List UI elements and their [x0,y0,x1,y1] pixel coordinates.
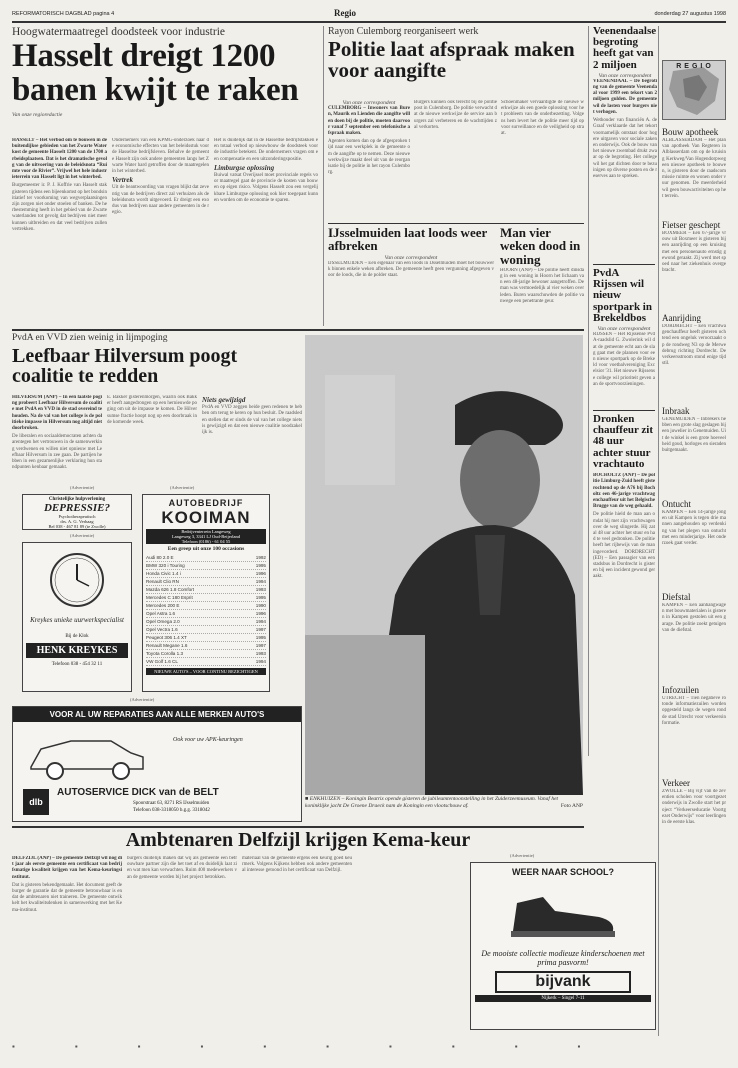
shoe-icon [503,883,623,943]
photo-credit: Foto ANP [560,803,583,809]
sidebar-item-3 [662,403,726,496]
culemborg-headline: Politie laat afspraak maken voor aangifte [328,37,575,83]
list-item: Toyota Corolla 1.3 1993 [146,651,266,656]
sidebar-item-2 [662,310,726,403]
sidebar-text: BOXMEER – Een 67-jarige vrouw uit Boxmeer is gisteren bij een aanrijding op een kruising met een personenauto ernstig gewond geraakt. Zij werd met spoed naar het ziekenhuis overgebracht. [662,231,726,274]
bottom-marks: ▪▪▪▪▪▪▪▪▪▪ [12,1042,641,1051]
leefbaar-sub: Niets gewijzigd [202,396,246,404]
dick-banner: VOOR AL UW REPARATIES AAN ALLE MERKEN AUTO'S [13,707,301,722]
kooiman-addr2: Langeweg 3, 3341 LJ Oud-Beijerland [146,534,266,539]
delfzijl-headline: Ambtenaren Delfzijl krijgen Kema-keur [125,829,471,851]
depressie-line-2: Bel 038 - 467 81 89 (te Zwolle) [48,524,106,529]
delfzijl-lead: DELFZIJL (ANP) – De gemeente Delfzijl wil nog dit jaar als eerste gemeente een certificaat van bedrijfsmatige kwaliteit krijgen van het Kema-keuringsinstituut. [12,856,122,880]
list-item: BMW 320 i Touring 1995 [146,563,266,568]
depressie-top: Christelijke hulpverlening [48,497,106,502]
regio-sidebar [662,124,726,864]
culemborg-body-2: Burgers kunnen ook terecht bij de politiepost in Culemborg. De politie verwacht dat de nieuwe werkwijze de service aan burgers zal verbeteren en de wachttijden zal verkorten. [414,100,497,130]
leefbaar-col-1 [12,395,102,485]
leefbaar-story [12,333,302,387]
divider [593,264,655,265]
culemborg-body-3: Schoenmaker vervaardigde de nieuwe werkwijze als een goede oplossing voor het probleem van de onderbezetting. Volgens hem levert het de politie meer tijd op voor surveillance en de veiligheid op straat. [501,100,584,137]
bijvank-top: WEER NAAR SCHOOL? [512,867,614,877]
culemborg-col-3 [501,100,584,220]
rijssen-headline: PvdA Rijssen wil nieuw sportpark in Brekeldbos [593,267,652,324]
photo-beatrix [305,335,583,795]
delfzijl-story [12,830,584,850]
culemborg-col-1 [328,100,410,220]
kooiman-addr: Bedrijventerrein Langeweg [146,529,266,534]
ad-kooiman [142,494,270,692]
leefbaar-headline: Leefbaar Hilversum poogt coalitie te redden [12,345,238,388]
regio-label: REGIO [676,63,714,70]
ad-label: (Advertentie) [170,485,195,490]
page-header [12,8,726,19]
leefbaar-body-2: E. Bakker gisterenmorgen, waarin ook Bakker heeft aangedrongen op een hernieuwde poging om uit de impasse te komen. De Hilversumse fractie hoopt nog op een doorbraak in de komende week. [107,395,197,425]
ijssel-text: IJSSELMUIDEN – Een eigenaar van een loods in IJsselmuiden moet het bouwwerk binnen enkele weken afbreken. De gemeente heeft geen vergunning afgegeven voor de loods, die in de polder staat. [328,260,494,278]
dronken-headline: Dronken chauffeur zit 48 uur achter stuur vrachtauto [593,413,653,470]
delfzijl-col-1 [12,856,122,1036]
list-item: Mercedes 200 E 1990 [146,603,266,608]
main-col-3 [214,138,318,322]
veenendaal-column [593,26,657,262]
main-body-5: Buiwal vatsat Overijssel moet provinciale regels voor maatregel gaat de provincie de kosten van bouwen op eigen risico. Volgens Hasselt zou een vergelijkbare Limburgse oplossing ook hier toegepast kunnen worden om de economie te sparen. [214,173,318,203]
list-item: Audi 80 2.0 E 1992 [146,555,266,560]
list-item: Mercedes C 180 Esprit 1995 [146,595,266,600]
main-sub-2: Limburgse oplossing [214,163,275,172]
leefbaar-lead: HILVERSUM (ANP) – In een laatste poging probeert Leefbaar Hilversum de coalitie met PvdA en VVD in de stad overeind te houden. Na de val van het college is de politieke impasse in Hilversum nog altijd niet doorbroken. [12,395,102,432]
dronken-text [593,473,655,633]
sidebar-title: Inbraak [662,406,690,416]
car-icon [21,727,151,783]
ad-label: (Advertentie) [70,533,95,538]
depressie-line-1: drs. A. G. Verhaag [60,519,94,524]
header-left: REFORMATORISCH DAGBLAD pagina 4 [12,11,115,17]
ad-kreykes [22,542,132,692]
queen-photo-image [305,335,583,795]
kooiman-footer: NIEUWE AUTO'S – VOOR CONTINU BEZICHTIGEN [146,668,266,675]
veenendaal-lead: VEENENDAAL – De begroting van de gemeente Veenendaal voor 1999 een tekort van 2 miljoen gulden. De gemeente wil de lasten voor burgers niet verhogen. [593,78,657,115]
ijssel-headline: IJsselmuiden laat loods weer afbreken [328,225,488,254]
header-rule [12,21,726,23]
divider [588,26,589,756]
ad-label: (Advertentie) [130,697,155,702]
main-body-3: Uit de beantwoording van vragen blijkt dat zeventig van de bedrijven direct zal verhuizen als de beleidsnota wordt uitgevoerd. Er dreigt een exodus van bedrijven naar andere gemeenten in de regio. [112,185,209,216]
kooiman-name: KOOIMAN [161,508,251,527]
dronken-story [593,414,655,634]
list-item: VW Golf 1.6 CL 1994 [146,659,266,664]
photo-caption [305,796,583,822]
veenendaal-body: Wethouder van financiën A. de Graaf verklaarde dat het tekort voornamelijk ontstaat door hogere uitgaven voor sociale zaken en onderwijs. Ook de bouw van het nieuwe zwembad drukt zwaar op de begroting. Het college wil het gat dichten door te bezuinigen op diverse posten en de reserves aan te spreken. [593,118,657,179]
caption-text: ENKHUIZEN – Koningin Beatrix opende gisteren de jubileumtentoonstelling in het Zuiderzeemuseum. Vanaf het koninklijke jacht De Groene Draeck nam de Koningin een vlootschouw af. [305,796,559,809]
culemborg-body-1: Agenten komen dan op de afgesproken tijd naar een werkplek in de gemeente om de aangifte op te nemen. Deze nieuwe werkwijze maakt deel uit van de reorganisatie bij de politie in het rayon Culemborg. [328,139,410,176]
bijvank-text: De mooiste collectie modieuze kinderschoenen met prima pasvorm! [481,949,645,967]
sidebar-text: KAMPEN – Een aanhangwagen met bouwmaterialen is gisteren in Kampen gestolen uit een garage. De politie zoekt getuigen van de diefstal. [662,603,726,633]
list-item: Opel Astra 1.6 1996 [146,611,266,616]
dick-sub: Ook voor uw APK-keuringen [173,737,243,743]
culemborg-col-2 [414,100,497,220]
caption-marker-icon: ■ [305,796,310,802]
dick-name: AUTOSERVICE DICK van de BELT [57,787,219,798]
divider [328,223,584,224]
delfzijl-body-3: materiaal van de gemeente ergens een keurig goed keurmerk. Volgens Kijkens hebben ook andere gemeenten al interesse getoond in het certificaat van Delfzijl. [242,856,352,874]
leefbaar-body-1: De liberalen en sociaaldemocraten achten daarentegen het vertrouwen in de samenwerking verdwenen en willen niet opnieuw met Leefbaar Hilversum in zee gaan. De partijen hebben in een gezamenlijke verklaring hun standpunten kenbaar gemaakt. [12,434,102,471]
sidebar-item-4 [662,496,726,589]
main-sub-1: Vertrek [112,176,133,185]
list-item: Renault Megane 1.6 1997 [146,643,266,648]
sidebar-item-0 [662,124,726,217]
main-byline: Van onze regioredactie [12,112,63,119]
veenendaal-headline: Veenendaalse begroting heeft gat van 2 miljoen [593,25,657,71]
sidebar-text: ZWOLLE – Bij vijf van de zeventien scholen voor voortgezet onderwijs in Zwolle start het project “Verkeerseducatie Voortgezet Onderwijs” voor leerlingen in de eerste klas. [662,789,726,826]
depressie-line-0: Psychotherapeutisch [58,514,96,519]
rijssen-byline: Van onze correspondent [597,326,651,333]
ijssel-byline: Van onze correspondent [384,254,438,261]
kreykes-brand: HENK KREYKES [26,643,128,658]
sidebar-text: GENEMUIDEN – Inbrekers hebben een grote slag geslagen bij een juwelier in Genemuiden. Uit de winkel is een grote hoeveelheid goud, horloges en sieraden buitgemaakt. [662,417,726,454]
sidebar-title: Verkeer [662,778,690,788]
kooiman-list-title: Een greep uit onze 100 occasions [167,546,245,552]
clock-icon [47,550,107,610]
sidebar-title: Ontucht [662,499,691,509]
main-col-2 [112,138,209,322]
divider [658,26,659,1036]
culemborg-kicker: Rayon Culemborg reorganiseert werk [328,26,479,37]
regio-banner [662,60,726,120]
kreykes-sub: Bij de Klok [65,634,89,639]
sidebar-title: Infozuilen [662,685,699,695]
rijssen-story [593,268,655,408]
main-body-2: Ondernemers van een KPMG-onderzoek naar de economische effecten van het beleidsstuk voor de Hasseltse bedrijfsleven. Behalve de gemeente Hasselt zijn ook andere gemeenten langs het Zwarte Water hard getroffen door de maatregelen in het winterbed. [112,138,209,175]
sidebar-title: Bouw apotheek [662,127,719,137]
sidebar-item-7 [662,775,726,868]
dick-addr: Spoorstraat 63, 8271 RS IJsselmuiden [133,801,210,806]
hoorn-headline: Man vier weken dood in woning [500,225,581,267]
bijvank-brand: bijvank [495,971,631,993]
dick-tel: Telefoon 038-3318050 b.g.g. 3318042 [133,808,210,813]
culemborg-story [328,26,584,82]
leefbaar-body-3: PvdA en VVD zeggen beide geen redenen te hebben om terug te keren op hun besluit. De raadsleden stellen dat er sinds de val van het college niets is gewijzigd en dat een nieuwe coalitie noodzakelijk is. [202,405,302,436]
rijssen-text: RIJSSEN – Het Rijssense PvdA-raadslid G. Zwolerink wil dat de gemeente echt aan de slag gaat met de plannen voor een nieuw sportpark op de Brekeld voor voetbalvereniging Excelsior '31. Het nieuwe Rijssense college wil prioriteit geven aan de sportvoorzieningen. [593,332,655,387]
sidebar-item-6 [662,682,726,775]
hoorn-text: HOORN (ANP) – De politie heeft dinsdag in een woning in Hoorn het lichaam van een 48-jarige bewoner aangetroffen. De man was vermoedelijk al vier weken overleden. Buren waarschuwden de politie vanwege een penetrante geur. [500,267,584,304]
delfzijl-body-1: Dat is gisteren bekendgemaakt. Het document geeft de burger de garantie dat de gemeente betrouwbaar is en dat de ambtenaren niet traineren. De gemeente ontwikkelt het kwaliteitsdenken in samenwerking met het Kema-instituut. [12,882,122,913]
delfzijl-col-2 [127,856,237,1036]
leefbaar-col-2 [107,395,197,485]
divider [323,26,324,326]
kreykes-slogan: Kreykes unieke uurwerkspecialist [30,616,124,624]
veenendaal-byline: Van onze correspondent [598,72,652,79]
ijssel-story [328,226,494,326]
main-col-1 [12,138,107,322]
header-section: Regio [334,8,356,18]
ad-bijvank [470,862,656,1030]
delfzijl-body-2: burgers duidelijk maken dat wij als gemeente een betrouwbare partner zijn die het toet af en duidelijk laat zien wat men kan verwachten. Ruim 400 medewerkers van de gemeente worden bij het project betrokken. [127,856,237,880]
kooiman-top: AUTOBEDRIJF [168,498,244,508]
sidebar-title: Diefstal [662,592,691,602]
sidebar-text: KAMPEN – Een 14-jarige jongen uit Kampen is tegen drie mannen aangehouden op verdenking van het plegen van ontucht met een minderjarige. Het onderzoek gaat verder. [662,510,726,547]
ad-dick-van-de-belt [12,706,302,822]
culemborg-byline: Van onze correspondent [342,100,396,106]
delfzijl-col-3 [242,856,352,1036]
hoorn-story [500,226,584,326]
kooiman-car-list [146,554,266,666]
veenendaal-text [593,79,657,249]
dronken-lead: BOCHOLTZ (ANP) – De politie Limburg-Zuid heeft gisterochtend op de A76 bij Bocholtz een 46-jarige vrachtwagenchauffeur uit het Belgische Brugge van de weg gehaald. [593,473,655,510]
divider [593,410,655,411]
divider [12,826,584,828]
list-item: Renault Clio RN 1994 [146,579,266,584]
main-body-4: Het is duidelijk dat in de Hasseltse bedrijfstakken een totaal verbod op nieuwbouw de doodsteek voor de industrie betekent. De ondernemers vragen om een compensatie en een uitzonderingspositie. [214,138,318,162]
leefbaar-kicker: PvdA en VVD zien weinig in lijmpoging [12,333,168,343]
leefbaar-col-3 [202,395,302,485]
sidebar-title: Fietser geschept [662,220,721,230]
list-item: Opel Vectra 1.6 1997 [146,627,266,632]
divider [12,329,584,331]
sidebar-item-5 [662,589,726,682]
sidebar-text: DORDRECHT – Een vrachtwagenchauffeur heeft gisteren ochtend een ongeluk veroorzaakt op de rondweg N3 op de Merwedebrug richting Dordrecht. De verkeersstroom stond enige tijd stil. [662,324,726,367]
sidebar-item-1 [662,217,726,310]
kooiman-tel: Telefoon (0186) - 61 04 55 [146,539,266,544]
dlb-logo: dlb [23,789,49,815]
sidebar-text: ALBLASSERDAM – Het plan van apotheek Van Regteren in Alblasserdam om op de kruising Kerkweg/Van Hogendorpweg een nieuwe apotheek te bouwen, is gisteren door de raadscommissie ruimte en wonen onder vuur genomen. De meerderheid wil geen bouwactiviteiten op het terrein. [662,138,726,199]
ad-label: (Advertentie) [70,485,95,490]
depressie-main: DEPRESSIE? [43,502,111,514]
main-headline: Hasselt dreigt 1200 banen kwijt te raken [12,38,299,108]
bijvank-addr: Nijkerk – Singel 7-11 [475,995,651,1002]
list-item: Opel Omega 2.0 1994 [146,619,266,624]
ad-label: (Advertentie) [510,853,535,858]
ad-depressie [22,494,132,530]
list-item: Peugeot 306 1.4 XT 1995 [146,635,266,640]
list-item: Mazda 626 1.8 Comfort 1993 [146,587,266,592]
main-kicker: Hoogwatermaatregel doodsteek voor industrie [12,26,226,38]
list-item: Honda Civic 1.4 i 1996 [146,571,266,576]
dronken-body: De politie hield de man aan omdat hij met zijn vrachtwagen over de weg slingerde. Hij zat al 48 uur achter het stuur en had te veel gedronken. De politie heeft het rijbewijs van de man ingevorderd. DORDRECHT (ED) – Een passagier van een stadsbus in Dordrecht is gisteren bij een incident gewond geraakt. [593,512,655,580]
kreykes-tel: Telefoon 038 - 454 32 11 [51,662,103,667]
main-body-1: Burgemeester ir. P. J. Koffrie van Hasselt stak gisteren tijdens een bijeenkomst op het bondsinitiatief ter voorkoming van wegverplaatsingen zijn zorgen niet onder stoelen of banken. De herbestemming heeft in het gebied van de Zwartewaterlanden tot gevolg dat bedrijven niet meer kunnen uitbreiden en dat veel bedrijven zullen vertrekken. [12,183,107,232]
sidebar-title: Aanrijding [662,313,701,323]
main-lead: HASSELT – Het verbod om te bouwen in de buitendijkse gebieden van het Zwarte Water kost de gemeente Hasselt 1200 van de 1700 arbeidsplaatsen. Dat is het dramatische gevolg van de uitvoering van de beleidsnota “Ruimte voor de Rivier”. Vrijwel het hele industrieterrein van Hasselt ligt in het winterbed. [12,138,107,181]
culemborg-lead: CULEMBORG – Inwoners van Buren, Maurik en Lienden die aangifte willen doen bij de politie, moeten daarvoor vanaf 7 september een telefonische afspraak maken. [328,106,410,137]
header-date: donderdag 27 augustus 1998 [654,11,726,17]
sidebar-text: UTRECHT – Tien negatieve rotonde informatiezuilen worden opgesteld langs de wegen rond de stad Utrecht voor verkeersinformatie. [662,696,726,726]
